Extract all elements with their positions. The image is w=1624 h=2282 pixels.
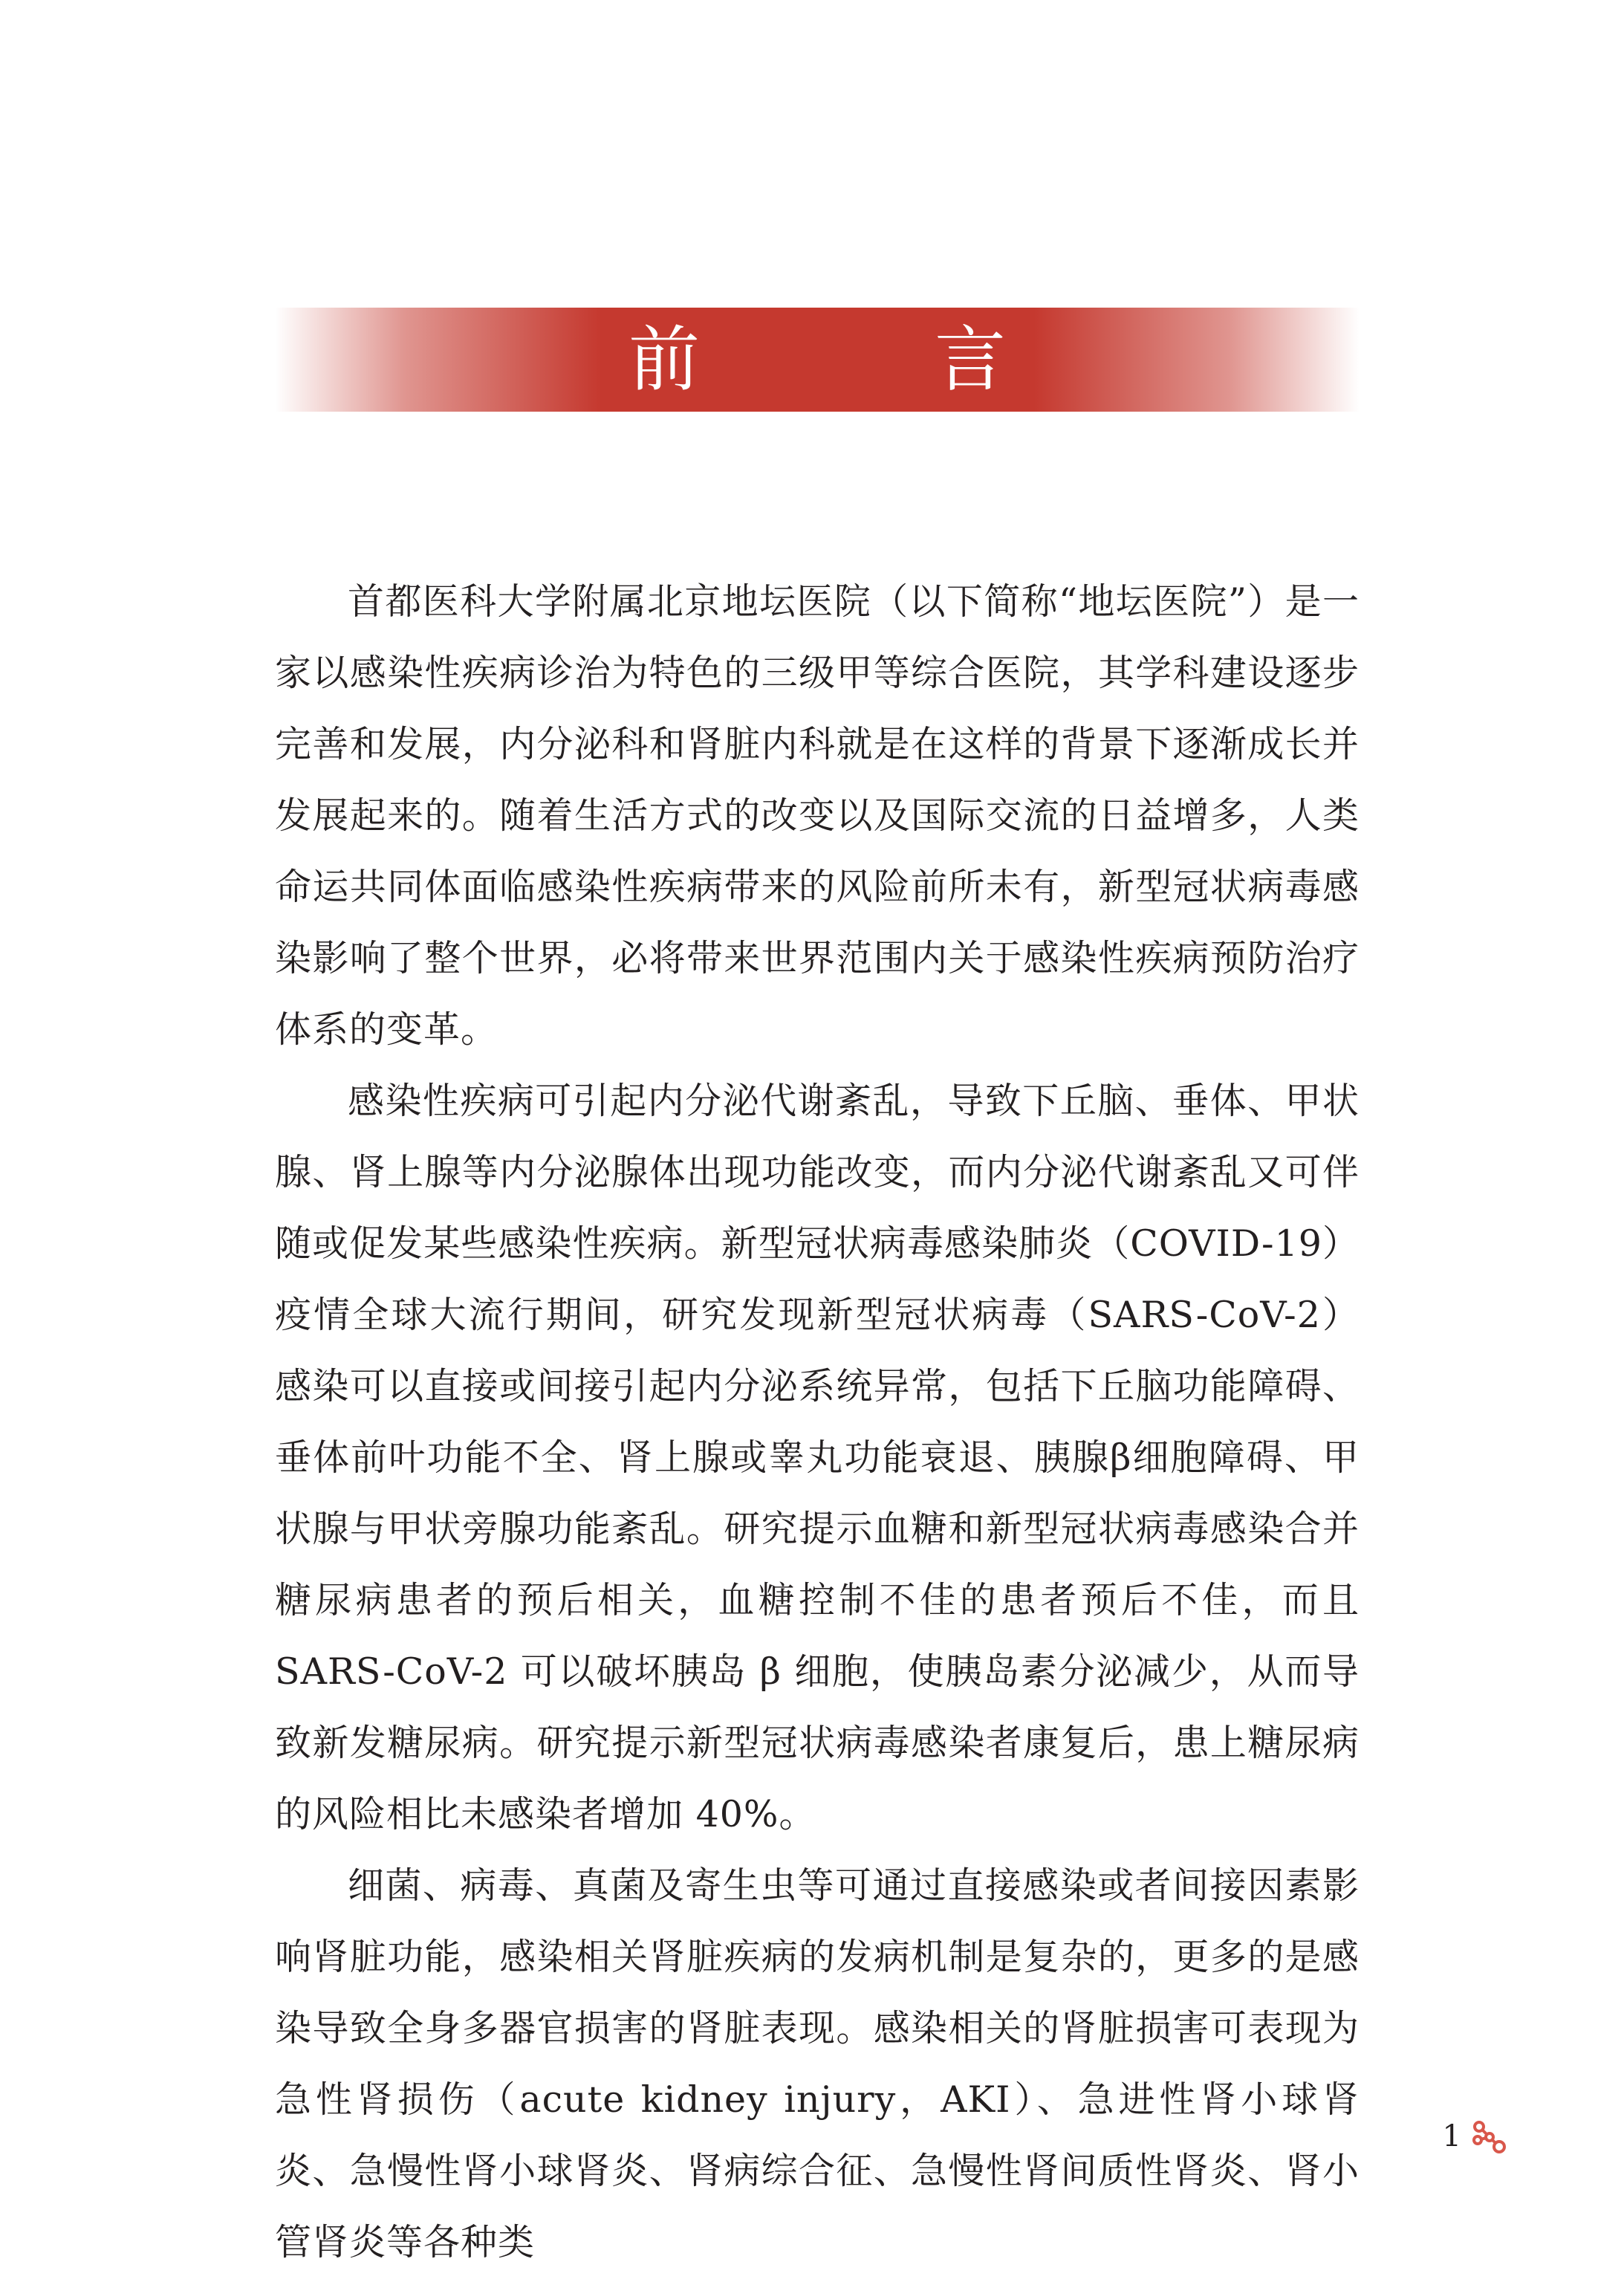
molecule-icon — [1469, 2116, 1509, 2156]
page-title: 前 言 — [629, 318, 1088, 401]
title-band — [275, 308, 1360, 412]
paragraph-2: 感染性疾病可引起内分泌代谢紊乱，导致下丘脑、垂体、甲状腺、肾上腺等内分泌腺体出现功能改变，而内分泌代谢紊乱又可伴随或促发某些感染性疾病。新型冠状病毒感染肺炎（COVID-19）疫情全球大流行期间，研究发现新型冠状病毒（SARS-CoV-2）感染可以直接或间接引起内分泌系统异常，包括下丘脑功能障碍、垂体前叶功能不全、肾上腺或睾丸功能衰退、胰腺β细胞障碍、甲状腺与甲状旁腺功能紊乱。研究提示血糖和新型冠状病毒感染合并糖尿病患者的预后相关，血糖控制不佳的患者预后不佳，而且 SARS-CoV-2 可以破坏胰岛 β 细胞，使胰岛素分泌减少，从而导致新发糖尿病。研究提示新型冠状病毒感染者康复后，患上糖尿病的风险相比未感染者增加 40%。 — [275, 1080, 1360, 1835]
body-text — [275, 566, 1360, 2278]
paragraph-1: 首都医科大学附属北京地坛医院（以下简称“地坛医院”）是一家以感染性疾病诊治为特色的三级甲等综合医院，其学科建设逐步完善和发展，内分泌科和肾脏内科就是在这样的背景下逐渐成长并发展起来的。随着生活方式的改变以及国际交流的日益增多，人类命运共同体面临感染性疾病带来的风险前所未有，新型冠状病毒感染影响了整个世界，必将带来世界范围内关于感染性疾病预防治疗体系的变革。 — [275, 580, 1360, 1051]
paragraph-3: 细菌、病毒、真菌及寄生虫等可通过直接感染或者间接因素影响肾脏功能，感染相关肾脏疾病的发病机制是复杂的，更多的是感染导致全身多器官损害的肾脏表现。感染相关的肾脏损害可表现为急性肾损伤（acute kidney injury，AKI）、急进性肾小球肾炎、急慢性肾小球肾炎、肾病综合征、急慢性肾间质性肾炎、肾小管肾炎等各种类 — [275, 1864, 1360, 2263]
page-footer — [1443, 2116, 1509, 2156]
page-number: 1 — [1442, 2119, 1461, 2153]
